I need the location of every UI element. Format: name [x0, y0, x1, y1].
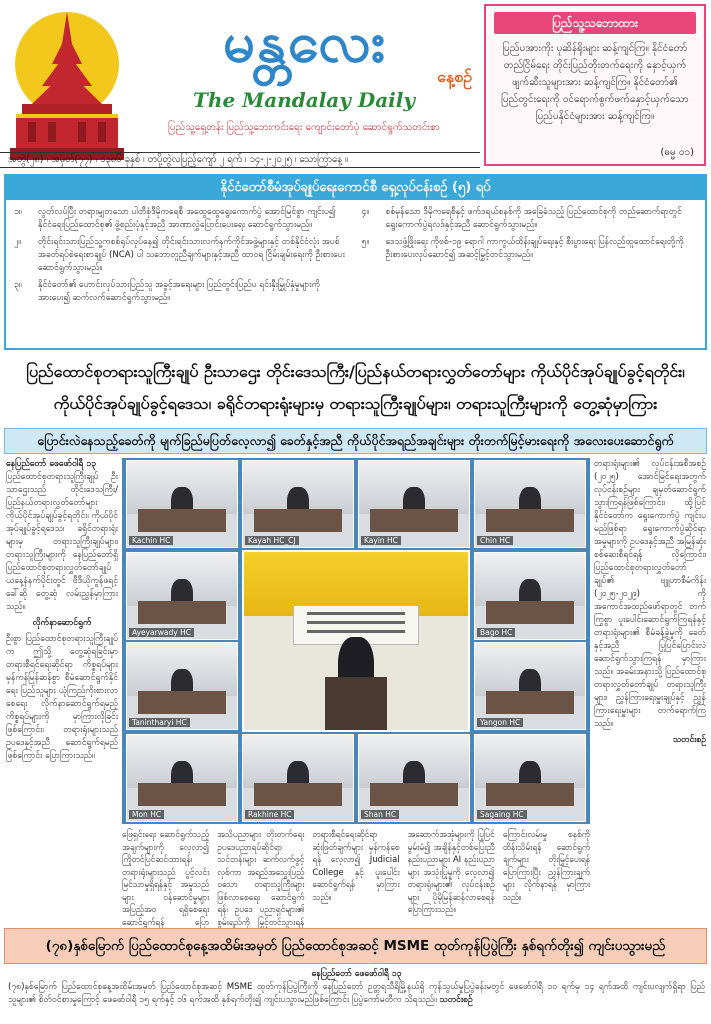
tile-label: Kayah HC_CJ	[245, 536, 299, 545]
podium	[325, 677, 388, 730]
objectives-right-column	[362, 206, 698, 309]
masthead-tagline: ပြည်သူ့ရှေ့တန်း ပြည်သူ့ဘေးကင်းရေး ကျောင်းတော်ပုံ ဆောင်ရွက်သတင်းစာ	[168, 122, 440, 133]
tile-label: Kachin HC	[129, 536, 173, 545]
title-block	[130, 2, 478, 152]
conference-video-tile	[474, 460, 586, 548]
tile-label: Shan HC	[361, 810, 399, 819]
objective-number: ၁။	[14, 207, 22, 217]
objective-text: လွတ်လပ်ပြီး တရားမျှတသော ပါတီစုံဒီမိုကရေစီ အထွေထွေရွေးကောက်ပွဲ အောင်မြင်စွာ ကျင်းပ၍ နိုင်ငံရေးပြည်ထောင်စု၏ ဖွဲ့စည်းပုံနှင့်အညီ အာဏာလွှဲပြောင်းပေးရေး ဆောင်ရွက်သွားမည်။	[38, 207, 336, 230]
tile-label: Ayeyarwady HC	[129, 628, 194, 637]
masthead-title-english: The Mandalay Daily	[193, 88, 415, 112]
objectives-title: နိုင်ငံတော်စီမံအုပ်ချုပ်ရေးကောင်စီ ရှေ့လုပ်ငန်းစဉ် (၅) ရပ်	[6, 176, 705, 200]
conference-video-tile	[126, 552, 238, 640]
tile-label: Mon HC	[129, 810, 164, 819]
objective-number: ၃။	[14, 280, 22, 290]
conference-video-tile	[358, 460, 470, 548]
tile-label: Chin HC	[477, 536, 513, 545]
tile-label: Kayin HC	[361, 536, 401, 545]
main-speaker-photo	[242, 550, 470, 732]
video-conference-photo-collage	[122, 458, 590, 824]
conference-video-tile	[474, 552, 586, 640]
conference-video-tile	[126, 642, 238, 730]
objective-number: ၂။	[14, 237, 21, 247]
article-middle-column: ဖြေရှင်းရေး ဆောင်ရွက်သည့်အချက်များကို လေ့လာ၍ ကြိုတင်ပြင်ဆင်ထားရန်၊ တရားရုံးများသည် ပွင့်လင်းမြင်သာမှုရှိရန်နှင့် အမှုသည်များ ဝန်ဆောင်မှုများ အပြည့်အဝ ရရှိစေရေး ဆောင်ရွက်ရန် ပြော	[122, 829, 210, 927]
tile-label: Rakhine HC	[245, 810, 294, 819]
article-paragraph: တရားရုံးများ၏ လုပ်ငန်းအစီအစဉ် (၂၀၂၅) အောင်မြင်ရေးအတွက် လုပ်ငန်းစဉ်များ ချမှတ်ဆောင်ရွက်သွားကြရန်ဖြစ်ကြောင်း၊ ထို့ပြင် နိုင်ငံတော်က ရွေးကောက်ပွဲ ကျင်းပမည်ဖြစ်ရာ ရွေးကောက်ပွဲဆိုင်ရာ အမှုများကို ဥပဒေနှင့်အညီ အမြန်ဆုံး စစ်ဆေးစီရင်ရန် လိုကြောင်း၊ ပြည်ထောင်စုတရားလွှတ်တော်ချုပ်၏ ဗျူဟာစီမံကိန်း (၂၀၂၅-၂၀၂၉) ကို အကောင်အထည်ဖော်ရာတွင် တက်ကြွစွာ ပူးပေါင်းဆောင်ရွက်ကြရန်နှင့် တရားရုံးများ၏ စီမံခန့်ခွဲမှုကို ခေတ်နှင့်အညီ ပြုပြင်ပြောင်းလဲ ဆောင်ရွက်သွားကြရန် မှာကြားသည်။ အခမ်းအနားသို့ ပြည်ထောင်စုတရားလွှတ်တော်ချုပ် တရားသူကြီးများ၊ ညွှန်ကြားရေးမှူးချုပ်နှင့် ညွှန်ကြားရေးမှူးများ တက်ရောက်ကြသည်။	[594, 459, 706, 729]
article-middle-column: ကြောင်းလမ်းမှု စနစ်ကို ထိန်းသိမ်းရန် ဆောင်ရွက်ချက်များ တိုးမြှင့်ပေးရန် ပြောကြားပြီး ညွှန်ကြားချက်များ လိုက်နာရန် မှာကြားသည်။	[502, 829, 591, 902]
pagoda-logo-icon	[8, 4, 126, 164]
objectives-box	[4, 174, 707, 350]
article-middle-column: အဆောက်အအုံများကို ပြုပြင်မွမ်းမံ၍ အချိန်နှင့်တစ်ပြေးညီ နည်းပညာများ AI နည်းပညာများ အသုံးပြုမှုကို လေ့လာ၍ တရားရုံးများ၏ လုပ်ငန်းစဉ်များ ပိုမိုမြန်ဆန်လာစေရန် ပြောကြားသည်။	[407, 829, 495, 914]
masthead-title-myanmar: မန္တလေး	[222, 9, 388, 75]
conference-video-tile	[242, 460, 354, 548]
article-subheading: လိုက်နာဆောင်ရွက်	[32, 618, 92, 628]
peoples-desire-body: ပြည်ပအားကိုး ပုဆိန်ရိုးများ ဆန့်ကျင်ကြ။ နိုင်ငံတော် တည်ငြိမ်ရေး တိုင်းပြည်တိုးတက်ရေးကို နှောင့်ယှက်ဖျက်ဆီးသူများအား ဆန့်ကျင်ကြ။ နိုင်ငံတော်၏ ပြည်တွင်းရေးကို ဝင်ရောက်စွက်ဖက်နှောင့်ယှက်သော ပြည်ပနိုင်ငံများအား ဆန့်ကျင်ကြ။	[501, 43, 689, 122]
conference-video-tile	[126, 460, 238, 548]
headline-line-2: ကိုယ်ပိုင်အုပ်ချုပ်ခွင့်ရဒေသ၊ ခရိုင်တရားရုံးများမှ တရားသူကြီးချုပ်များ၊ တရားသူကြီးများကို တွေ့ဆုံမှာကြား	[53, 394, 658, 413]
tile-label: Bago HC	[477, 628, 515, 637]
objectives-columns	[6, 200, 705, 315]
main-subheadline: ပြောင်းလဲနေသည့်ခေတ်ကို မျက်ခြည်မပြတ်လေ့လာ၍ ခေတ်နှင့်အညီ ကိုယ်ပိုင်အရည်အချင်းများ တိုးတက်မြင့်မားရေးကို အလေးပေးဆောင်ရွက်	[4, 428, 707, 454]
tile-label: Tanintharyi HC	[129, 718, 190, 727]
article-right-column	[594, 458, 706, 916]
article-paragraph: ဦးစွာ ပြည်ထောင်စုတရားသူကြီးချုပ်က ဤသို့ တွေ့ဆုံရခြင်းမှာ တရားစီရင်ရေးဆိုင်ရာ ကိစ္စရပ်များ မှန်ကန်မြန်ဆန်စွာ စီမံဆောင်ရွက်နိုင်ရေး ပြည်သူများ ယုံကြည်ကိုးစားလာစေရေး လိုက်နာဆောင်ရွက်ရမည့် ကိစ္စရပ်များကို မှာကြားလိုခြင်းဖြစ်ကြောင်း၊ တရားရုံးများသည် ဥပဒေနှင့်အညီ ဆောင်ရွက်ရမည်ဖြစ်ကြောင်း ပြောကြားသည်။	[6, 634, 118, 761]
peoples-desire-tag: (ဓမ္မ ၀၁)	[660, 147, 694, 158]
objectives-left-column	[14, 206, 350, 309]
article-paragraph: ပြည်ထောင်စုတရားသူကြီးချုပ် ဦးသာဌေးသည် တိုင်းဒေသကြီး/ပြည်နယ်တရားလွှတ်တော်များ ကိုယ်ပိုင်အုပ်ချုပ်ခွင့်ရတိုင်း၊ ကိုယ်ပိုင်အုပ်ချုပ်ခွင့်ရဒေသ၊ ခရိုင်တရားရုံးများမှ တရားသူကြီးချုပ်များ၊ တရားသူကြီးများကို နေပြည်တော်ရှိ ပြည်ထောင်စုတရားလွှတ်တော်ချုပ် ယနေ့နံနက်ပိုင်းတွင် ဗီဒီယိုကွန်ဖရင့်ခေါ်ဆို တွေ့ဆုံ လမ်းညွှန်မှာကြားသည်။	[6, 472, 118, 612]
msme-article-text: (၇၈)နှစ်မြောက် ပြည်ထောင်စုနေ့အထိမ်းအမှတ် ပြည်ထောင်စုအဆင့် MSME ထုတ်ကုန်ပြပွဲကြီးကို နေပြည်တော် ဥတ္တရသီရိမြို့နယ်ရှိ ကုန်သွယ်မှုပြပွဲခန်းမတွင် ဖေဖော်ဝါရီ ၁၀ ရက်မှ ၁၄ ရက်အထိ ကျင်းပလျက်ရှိရာ ပြည်သူများ၏ စိတ်ဝင်စားမှုကြောင့် ဖေဖော်ဝါရီ ၁၅ ရက်နှင့် ၁၆ ရက်အထိ နှစ်ရက်တိုး၍ ကျင်းပသွားမည်ဖြစ်ကြောင်း ပြပွဲကော်မတီက သိရသည်။	[8, 982, 705, 1005]
objective-text: စစ်မှန်သော ဒီမိုကရေစီနှင့် ဖက်ဒရယ်စနစ်ကို အခြေခံသည့် ပြည်ထောင်စုကို တည်ဆောက်ရာတွင် ရွေးကောက်ပွဲရလဒ်နှင့်အညီ ဆောင်ရွက်သွားမည်။	[385, 207, 682, 230]
objective-item	[14, 279, 350, 305]
article-middle-column: အသိပညာများ တိုးတက်ရေး ဥပဒေပညာရပ်ဆိုင်ရာ သင်တန်းများ ဆက်လက်ဖွင့်လှစ်ကာ အရည်အသွေးပြည့်ဝသော တရားသူကြီးများ ဖြစ်လာစေရေး ဆောင်ရွက်ရန်၊ ဥပဒေ ပညာရှင်များ၏ စွမ်းရည်ကို မြှင့်တင်သွားရန်	[217, 829, 305, 927]
issue-info-bar: အတွဲ(၂၈) ၊ အမှတ်(၇၇) ၊ ၁၃၈၆ ခုနှစ် ၊ တပို့တွဲလပြည့်ကျော် ၂ ရက် ၊ ၁၄-၂-၂၀၂၅ ၊ သောကြာနေ့ ။	[0, 152, 480, 168]
article-left-column	[6, 458, 118, 824]
tile-label: Yangon HC	[477, 718, 523, 727]
objective-text: နိုင်ငံတော်၏ ဟောင်းလုပ်သားပြည်သူ အခွင့်အရေးများ ပြည်တွင်းပြည်ပ ရင်းနှီးမြှုပ်နှံမှုများကို အားပေး၍ ဆက်လက်ဆောင်ရွက်သွားမည်။	[38, 280, 321, 303]
objective-item	[14, 206, 350, 232]
main-headline	[4, 356, 707, 424]
objective-item	[362, 236, 698, 262]
conference-video-tile	[358, 734, 470, 822]
peoples-desire-box	[484, 4, 706, 166]
objective-item	[14, 236, 350, 275]
conference-video-tile	[242, 734, 354, 822]
article-middle-column: တရားစီရင်ရေးဆိုင်ရာ ဆုံးဖြတ်ချက်များ မှန်ကန်စေရန် လေ့လာ၍ Judicial College နှင့် ပူးပေါင်းဆောင်ရွက်ရန် မှာကြားသည်။	[312, 829, 400, 902]
objective-number: ၄။	[361, 207, 369, 217]
conference-video-tile	[474, 642, 586, 730]
msme-article	[8, 968, 705, 1022]
peoples-desire-title: ပြည်သူ့သဘောထား	[494, 12, 696, 34]
masthead	[0, 0, 711, 168]
objective-text: ဒေသဖွံ့ဖြိုးရေး ကိုဗစ်-၁၉ ရောဂါ ကာကွယ်ထိန်းချုပ်ရေးနှင့် စီးပွားရေး ပြန်လည်ထူထောင်ရေးတို့ကို ဦးစားပေးလုပ်ဆောင်၍ အဆင့်မြှင့်တင်သွားမည်။	[385, 237, 684, 260]
msme-byline: သတင်းစဉ်	[439, 995, 473, 1005]
masthead-daily-label: နေ့စဉ်	[437, 67, 472, 86]
msme-dateline: နေပြည်တော် ဖေဖော်ဝါရီ ၁၃	[311, 969, 402, 979]
msme-headline: (၇၈)နှစ်မြောက် ပြည်ထောင်စုနေ့အထိမ်းအမှတ် ပြည်ထောင်စုအဆင့် MSME ထုတ်ကုန်ပြပွဲကြီး နှစ်ရက်တိုး၍ ကျင်းပသွားမည်	[4, 928, 707, 964]
objective-text: တိုင်းရင်းသားပြည်သူ့ကစစ်ရုပ်လုပ်နေ၍ တိုင်းရင်းသားလက်နက်ကိုင်အဖွဲ့များနှင့် တစ်နိုင်ငံလုံး အပစ်အခတ်ရပ်စဲရေးစာချုပ် (NCA) ပါ သဘောတူညီချက်များနှင့်အညီ ထာဝရ ငြိမ်းချမ်းရေးကို ဦးစားပေးဆောင်ရွက်သွားမည်။	[38, 237, 345, 273]
article-middle-columns	[122, 828, 591, 927]
conference-video-tile	[126, 734, 238, 822]
tile-label: Sagaing HC	[477, 810, 527, 819]
headline-line-1: ပြည်ထောင်စုတရားသူကြီးချုပ် ဦးသာဌေး တိုင်းဒေသကြီး/ပြည်နယ်တရားလွှတ်တော်များ ကိုယ်ပိုင်အုပ်ချုပ်ခွင့်ရတိုင်း၊	[26, 362, 685, 381]
article-byline: သတင်းစဉ်	[672, 735, 706, 745]
objective-number: ၅။	[361, 237, 369, 247]
article-dateline: နေပြည်တော် ဖေဖော်ဝါရီ ၁၃	[6, 459, 96, 469]
conference-video-tile	[474, 734, 586, 822]
objective-item	[362, 206, 698, 232]
